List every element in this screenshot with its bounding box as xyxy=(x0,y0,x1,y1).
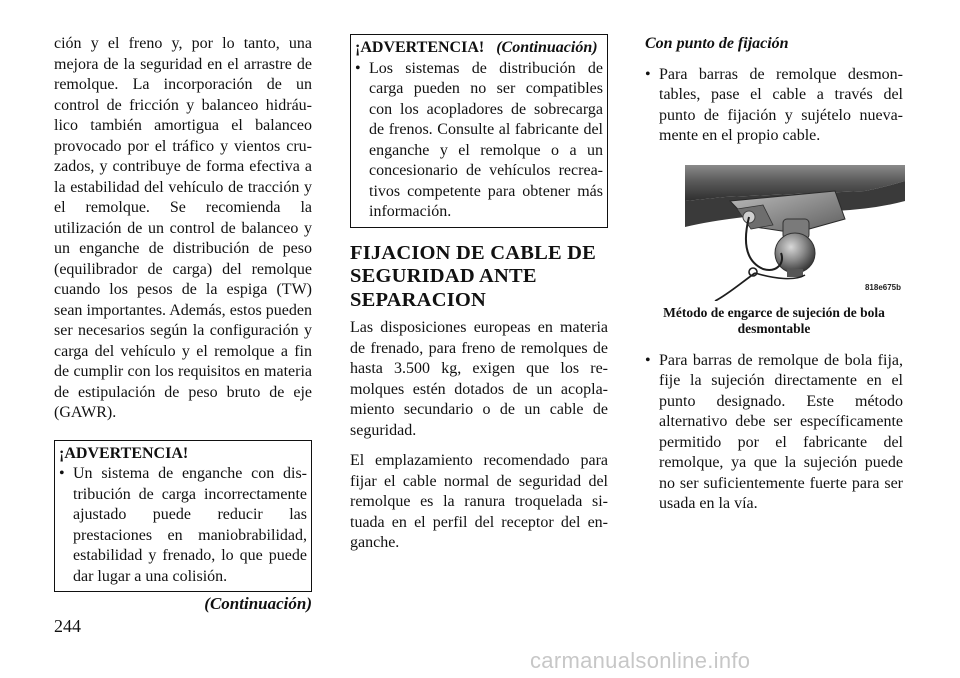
warning-bullet-text: • Un sistema de enganche con distribución de carga incorrectamente ajustado puede reducir las prestaciones en maniobrabilidad, estabilidad y frenado, lo que puede dar lugar a una colisión. xyxy=(73,465,307,585)
subheading: Con punto de fijación xyxy=(645,35,789,52)
page-number: 244 xyxy=(54,616,81,636)
bullet-item-1 xyxy=(645,65,903,147)
body-paragraph-1: Las disposiciones europeas en materia de frenado, para freno de remolques de hasta 3.500 kg, exigen que los remolques estén dotados de un acoplamiento secundario o de un cable de seguridad. xyxy=(350,319,608,439)
warning-title xyxy=(355,38,603,59)
continued-label: (Continuación) xyxy=(204,594,312,613)
warning-title: ¡ADVERTENCIA! xyxy=(59,444,189,462)
warning-bullet xyxy=(355,59,603,223)
hitch-ball-photo xyxy=(685,161,905,301)
warning-box xyxy=(54,440,312,593)
figure-code: 818e675b xyxy=(864,283,901,292)
warning-title-text: ¡ADVERTENCIA! xyxy=(355,39,485,56)
warning-bullet-text: • Los sistemas de distribución de carga pueden no ser compatibles con los acopladores de sobrecarga de frenos. Consulte al fabricante del enganche y el remolque o a un concesionario de vehículos recreativos competente para obtener más información. xyxy=(369,59,603,220)
body-paragraph-2: El emplazamiento recomendado para fijar el cable normal de seguridad del remolque es la ranura troquelada situada en el perfil del receptor del enganche. xyxy=(350,452,608,551)
figure-caption: Método de engarce de sujeción de bola desmontable xyxy=(663,304,885,336)
bullet-item-2 xyxy=(645,351,903,515)
body-paragraph: ción y el freno y, por lo tanto, una mejora de la seguridad en el arrastre de remolque. La incorporación de un control de fricción y balanceo hidráulico también amortigua el balanceo provocado por el tráfico y vientos cruzados, y contribuye de forma efectiva a la estabilidad del vehículo de tracción y el remolque. Se recomienda la utilización de un control de balanceo y un enganche de distribución de peso (equilibrador de carga) del remolque cuando los pesos de la espiga (TW) sean importantes. Además, estos pueden ser necesarios según la configuración y carga del vehículo y el remolque a fin de cumplir con los requisitos en materia de estipulación de peso bruto de eje (GAWR). xyxy=(54,35,312,421)
column-left xyxy=(54,34,312,615)
watermark: carmanualsonline.info xyxy=(530,648,751,673)
bullet-item-text: • Para barras de remolque de bola fija, fije la sujeción directamente en el punto designado. Este método alternativo debe ser específicamente permitido por el fabricante del remolque, ya que la sujeción puede no ser suficientemente fuerte para ser usada en la vía. xyxy=(659,351,903,512)
section-heading: FIJACION DE CABLE DE SEGURIDAD ANTE SEPARACION xyxy=(350,241,597,311)
column-right xyxy=(645,34,903,515)
bullet-item-text: • Para barras de remolque desmontables, pase el cable a través del punto de fijación y sujételo nuevamente en el propio cable. xyxy=(659,65,903,144)
column-middle xyxy=(350,34,608,564)
warning-bullet xyxy=(59,464,307,587)
warning-box-continued xyxy=(350,34,608,228)
warning-continued-label: (Continuación) xyxy=(496,39,598,56)
